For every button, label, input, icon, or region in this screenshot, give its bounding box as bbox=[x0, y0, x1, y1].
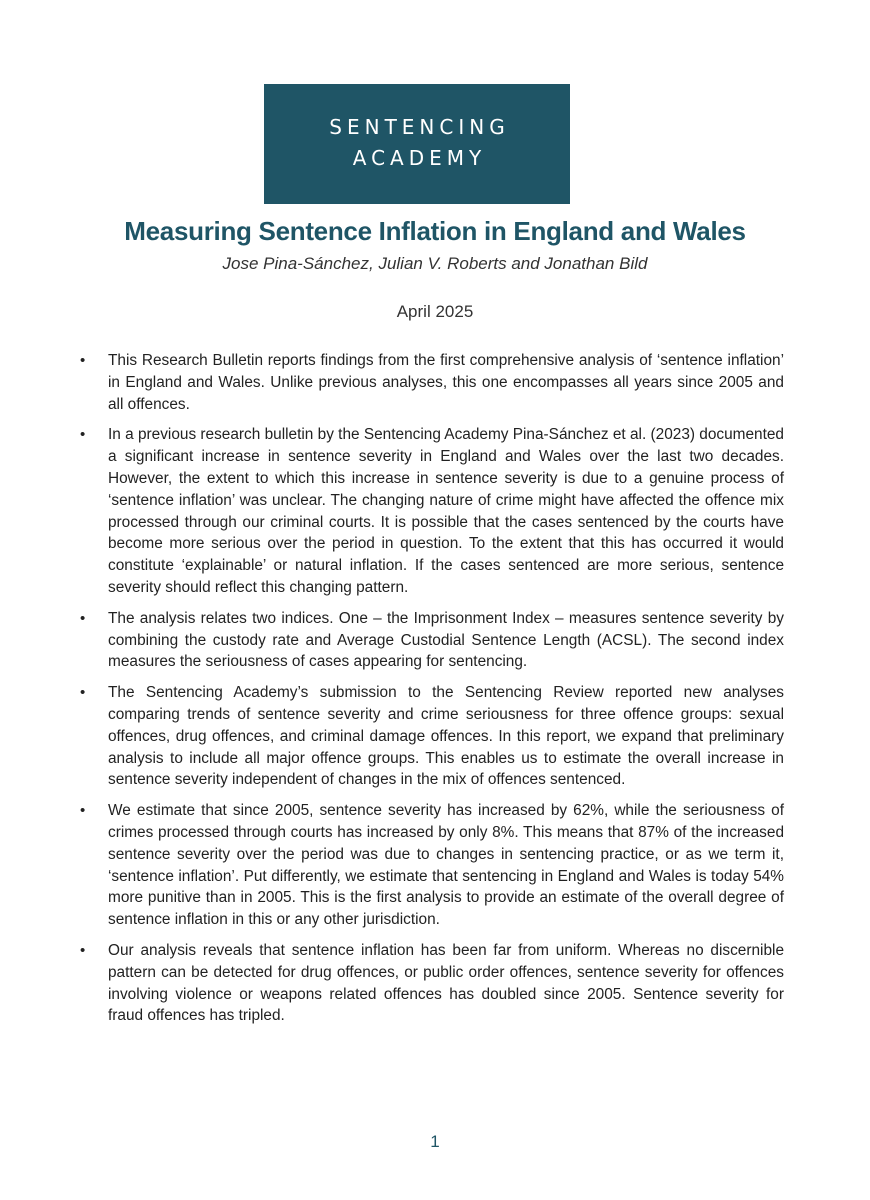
bullet-icon: • bbox=[80, 941, 86, 959]
authors: Jose Pina-Sánchez, Julian V. Roberts and Jonathan Bild bbox=[222, 254, 648, 273]
page-title: Measuring Sentence Inflation in England and Wales bbox=[124, 216, 746, 246]
bullet-text: The analysis relates two indices. One – the Imprisonment Index – measures sentence severity by combining the custody rate and Average Custodial Sentence Length (ACSL). The second index measures the seriousness of cases appearing for sentencing. bbox=[108, 609, 784, 671]
bullet-icon: • bbox=[80, 802, 86, 820]
bullet-text: In a previous research bulletin by the Sentencing Academy Pina-Sánchez et al. (2023) documented a significant increase in sentence severity in England and Wales over the last two decades. However, the extent to which this increase in sentence severity is due to a genuine process of ‘sentence inflation’ was unclear. The changing nature of crime might have affected the offence mix processed through our criminal courts. It is possible that the cases sentenced by the courts have become more serious over the period in question. To the extent that this has occurred it would constitute ‘explainable’ or natural inflation. If the cases sentenced are more serious, sentence severity should reflect this changing pattern. bbox=[108, 426, 784, 596]
bullet-text: Our analysis reveals that sentence inflation has been far from uniform. Whereas no discernible pattern can be detected for drug offences, or public order offences, sentence severity for offences involving violence or weapons related offences has doubled since 2005. Sentence severity for fraud offences has tripled. bbox=[108, 941, 784, 1025]
bullet-icon: • bbox=[80, 609, 86, 627]
bullet-text: The Sentencing Academy’s submission to the Sentencing Review reported new analyses comparing trends of sentence severity and crime seriousness for three offence groups: sexual offences, drug offences, and criminal damage offences. In this report, we expand that preliminary analysis to include all major offence groups. This enables us to estimate the overall increase in sentence severity independent of changes in the mix of offences sentenced. bbox=[108, 684, 784, 789]
page-number: 1 bbox=[430, 1132, 440, 1151]
bullet-text: We estimate that since 2005, sentence severity has increased by 62%, while the seriousness of crimes processed through courts has increased by only 8%. This means that 87% of the increased sentence severity over the period was due to changes in sentencing practice, or as we term it, ‘sentence inflation’. Put differently, we estimate that sentencing in England and Wales is today 54% more punitive than in 2005. This is the first analysis to provide an estimate of the overall degree of sentence inflation in this or any other jurisdiction. bbox=[108, 802, 784, 929]
summary-bullet-list bbox=[80, 350, 784, 1036]
publication-date: April 2025 bbox=[396, 302, 474, 321]
bullet-text: This Research Bulletin reports findings from the first comprehensive analysis of ‘sentence inflation’ in England and Wales. Unlike previous analyses, this one encompasses all years since 2005 and all offences. bbox=[108, 352, 784, 413]
bullet-item bbox=[80, 608, 784, 673]
bullet-icon: • bbox=[80, 426, 86, 444]
bullet-item bbox=[80, 424, 784, 598]
logo-line-1: SENTENCING bbox=[329, 115, 510, 139]
bullet-item bbox=[80, 350, 784, 415]
sentencing-academy-logo bbox=[264, 84, 570, 204]
logo-line-2: ACADEMY bbox=[352, 146, 487, 170]
bullet-item bbox=[80, 940, 784, 1027]
bullet-item bbox=[80, 800, 784, 931]
bullet-icon: • bbox=[80, 684, 86, 702]
bullet-item bbox=[80, 682, 784, 791]
bullet-icon: • bbox=[80, 352, 86, 369]
